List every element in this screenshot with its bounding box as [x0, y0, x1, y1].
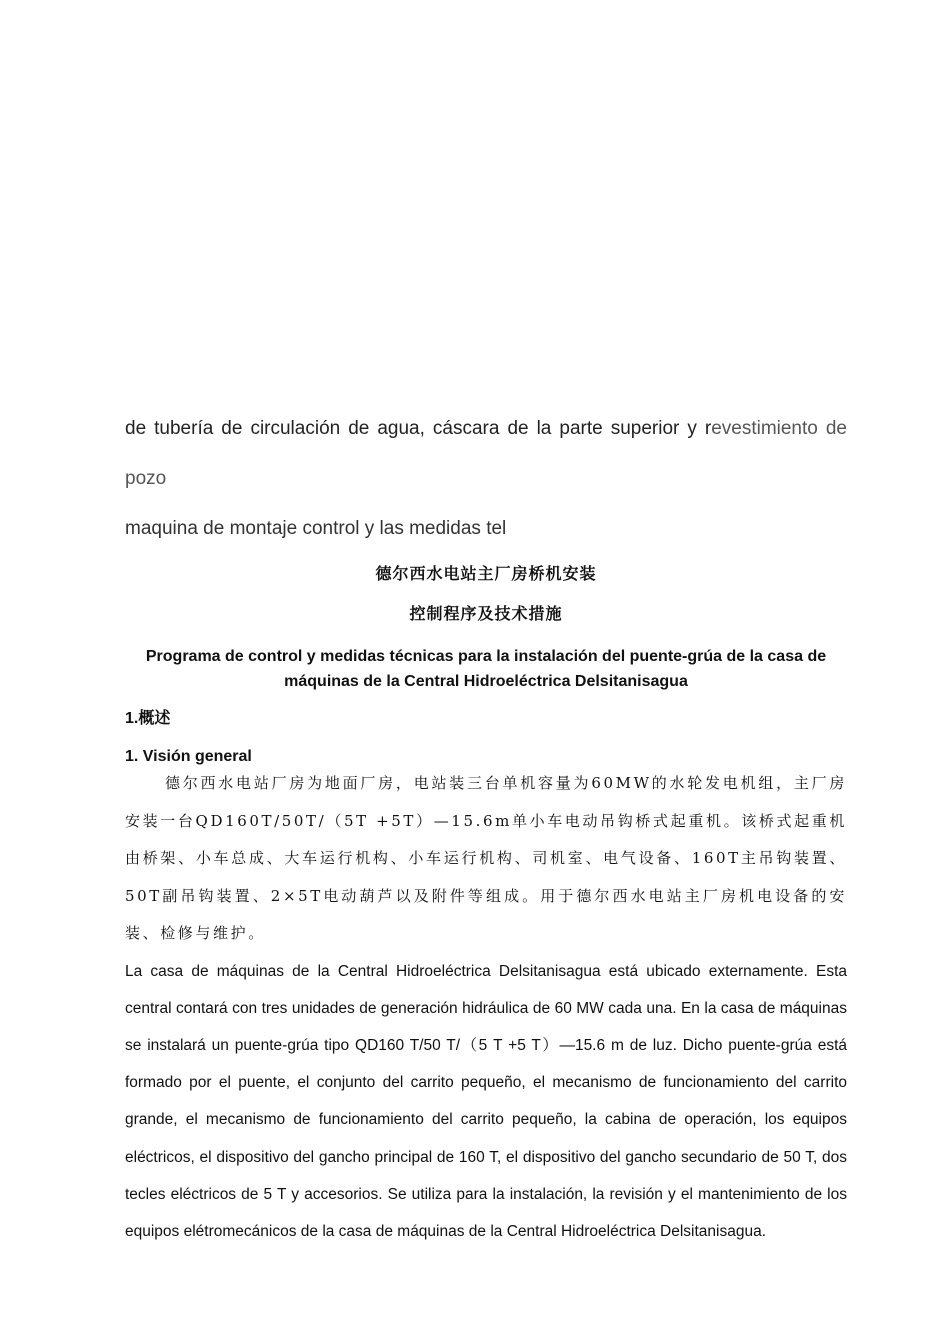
paragraph-cn: 德尔西水电站厂房为地面厂房，电站装三台单机容量为60MW的水轮发电机组，主厂房安装一台QD160T/50T/（5T +5T）—15.6m单小车电动吊钩桥式起重机。该桥式起重机由桥架、小车总成、大车运行机构、小车运行机构、司机室、电气设备、160T主吊钩装置、50T副吊钩装置、2×5T电动葫芦以及附件等组成。用于德尔西水电站主厂房机电设备的安装、检修与维护。 [125, 774, 847, 942]
document-body [125, 404, 847, 1250]
intro-line-1-part-1: de tubería de circulación de agua, cáscara de la parte superior y r [125, 418, 712, 439]
section-number: 1. [125, 710, 139, 727]
title-cn-line-1: 德尔西水电站主厂房桥机安装 [375, 564, 597, 583]
section-heading-cn-text: 概述 [138, 708, 171, 727]
title-es: Programa de control y medidas técnicas para la instalación del puente-grúa de la casa de máquinas de la Central Hidroeléctrica Delsitanisagua [145, 648, 827, 690]
paragraph-es: La casa de máquinas de la Central Hidroeléctrica Delsitanisagua está ubicado externamente. Esta central contará con tres unidades de generación hidráulica de 60 MW cada una. En la casa de máquinas se instalará un puente-grúa tipo QD160 T/50 T/（5 T +5 T）—15.6 m de luz. Dicho puente-grúa está formado por el puente, el conjunto del carrito pequeño, el mecanismo de funcionamiento del carrito grande, el mecanismo de funcionamiento del carrito pequeño, la cabina de operación, los equipos eléctricos, el dispositivo del gancho principal de 160 T, el dispositivo del gancho secundario de 50 T, dos tecles eléctricos de 5 T y accesorios. Se utiliza para la instalación, la revisión y el mantenimiento de los equipos elétromecánicos de la casa de máquinas de la Central Hidroeléctrica Delsitanisagua. [125, 962, 847, 1240]
intro-line-1 [125, 404, 847, 504]
title-cn-line-2: 控制程序及技术措施 [409, 604, 563, 623]
section-heading-cn [125, 704, 847, 733]
intro-line-1-part-2: evestimiento de pozo [125, 418, 847, 489]
intro-text [125, 404, 847, 554]
intro-line-2: maquina de montaje control y las medidas tel [125, 518, 507, 539]
section-heading-es: 1. Visión general [125, 748, 252, 765]
